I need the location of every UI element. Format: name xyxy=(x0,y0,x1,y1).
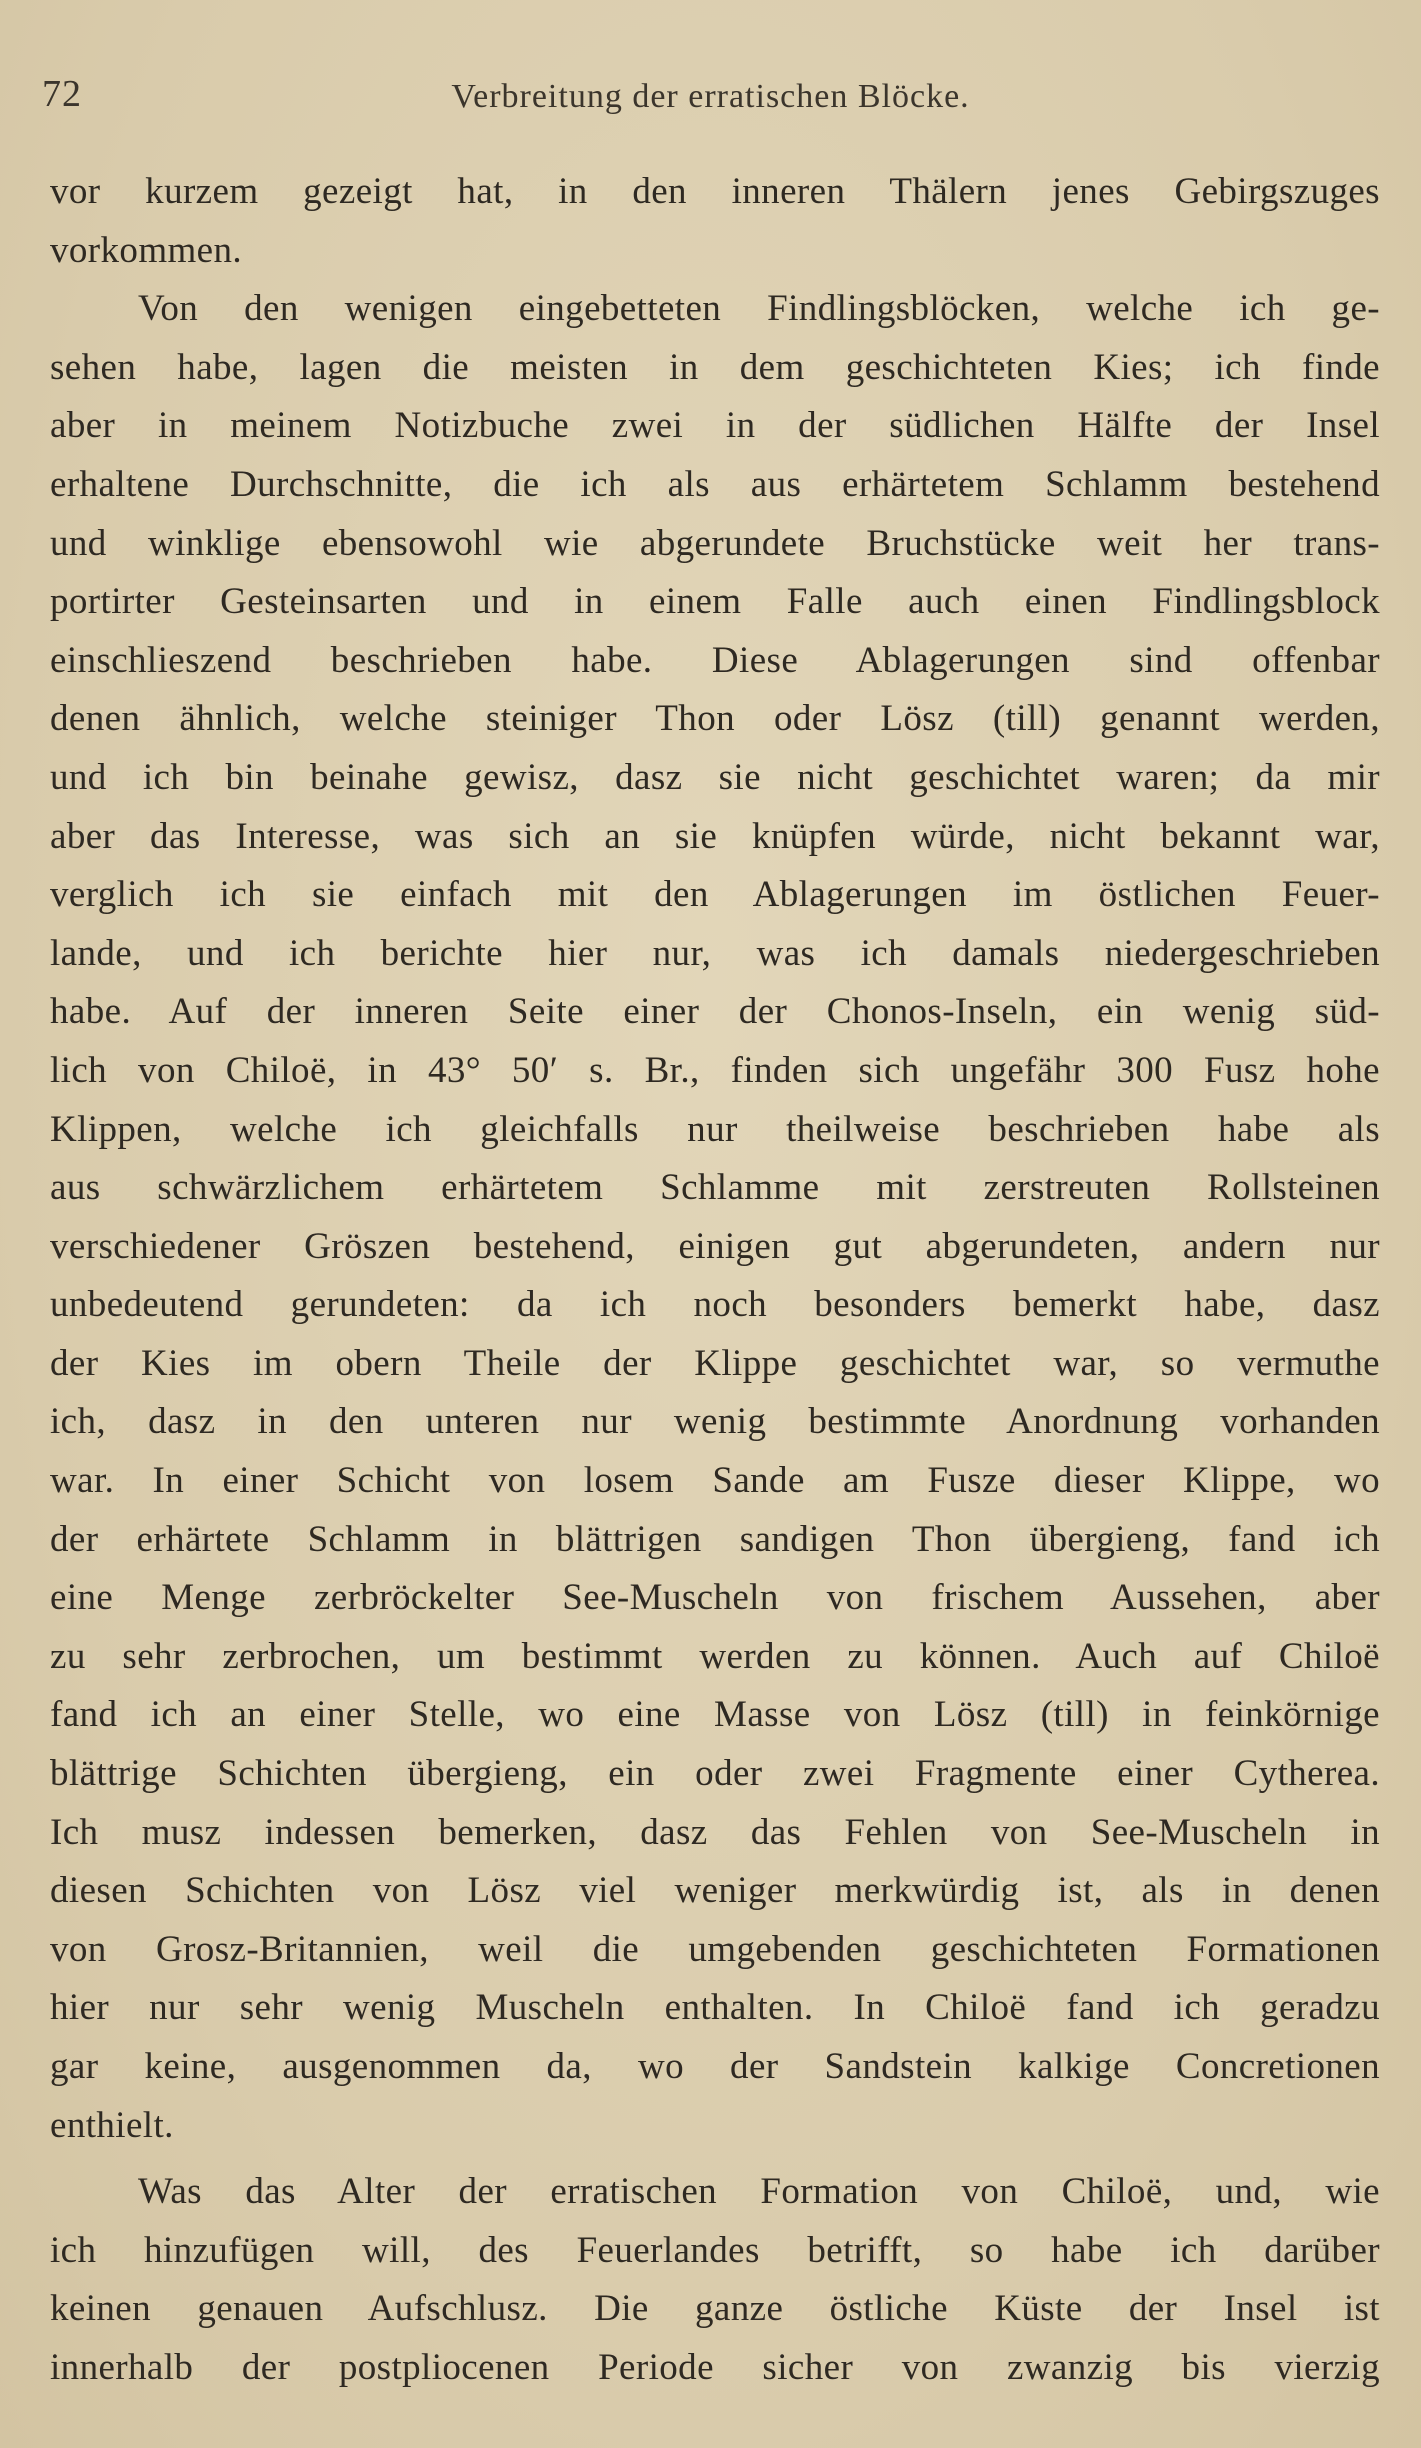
text-line: war. In einer Schicht von losem Sande am Fusze dieser Klippe, wo xyxy=(50,1460,1380,1502)
text-line: aus schwärzlichem erhärtetem Schlamme mit zerstreuten Rollsteinen xyxy=(50,1167,1380,1209)
text-line: und ich bin beinahe gewisz, dasz sie nicht geschichtet waren; da mir xyxy=(50,756,1380,798)
paragraph-gap xyxy=(50,2155,1380,2163)
paragraph xyxy=(50,280,1380,2155)
page-header xyxy=(40,72,1381,132)
text-line: hier nur sehr wenig Muscheln enthalten. In Chiloë fand ich geradzu xyxy=(50,1987,1380,2029)
text-line: lande, und ich berichte hier nur, was ich damals niedergeschrieben xyxy=(50,932,1380,974)
text-line: portirter Gesteinsarten und in einem Falle auch einen Findlingsblock xyxy=(50,581,1380,623)
text-line: erhaltene Durchschnitte, die ich als aus erhärtetem Schlamm bestehend xyxy=(50,463,1380,505)
text-line: Ich musz indessen bemerken, dasz das Fehlen von See-Muscheln in xyxy=(50,1811,1380,1853)
text-line: eine Menge zerbröckelter See-Muscheln von frischem Aussehen, aber xyxy=(50,1577,1380,1619)
text-line: Von den wenigen eingebetteten Findlingsblöcken, welche ich ge- xyxy=(138,288,1380,330)
text-line: ich hinzufügen will, des Feuerlandes betrifft, so habe ich darüber xyxy=(50,2229,1380,2271)
text-line: gar keine, ausgenommen da, wo der Sandstein kalkige Concretionen xyxy=(50,2046,1380,2087)
text-line: Was das Alter der erratischen Formation von Chiloë, und, wie xyxy=(138,2171,1380,2213)
text-line: habe. Auf der inneren Seite einer der Chonos-Inseln, ein wenig süd- xyxy=(50,991,1380,1033)
text-line: ich, dasz in den unteren nur wenig bestimmte Anordnung vorhanden xyxy=(50,1401,1380,1443)
text-line: keinen genauen Aufschlusz. Die ganze östliche Küste der Insel ist xyxy=(50,2288,1380,2330)
text-line: innerhalb der postpliocenen Periode sicher von zwanzig bis vierzig xyxy=(50,2346,1380,2388)
text-line: sehen habe, lagen die meisten in dem geschichteten Kies; ich finde xyxy=(50,346,1380,388)
text-line: lich von Chiloë, in 43° 50′ s. Br., finden sich ungefähr 300 Fusz hohe xyxy=(50,1049,1380,1091)
text-line: verglich ich sie einfach mit den Ablagerungen im östlichen Feuer- xyxy=(50,874,1380,916)
text-line: aber das Interesse, was sich an sie knüpfen würde, nicht bekannt war, xyxy=(50,815,1380,857)
page-number: 72 xyxy=(42,73,82,115)
text-line: Klippen, welche ich gleichfalls nur theilweise beschrieben habe als xyxy=(50,1108,1380,1150)
body-text xyxy=(50,163,1380,2398)
text-line: der erhärtete Schlamm in blättrigen sandigen Thon übergieng, fand ich xyxy=(50,1518,1380,1560)
text-line: vorkommen. xyxy=(50,229,243,271)
text-line: vor kurzem gezeigt hat, in den inneren Thälern jenes Gebirgszuges xyxy=(50,171,1380,212)
paragraph xyxy=(50,2163,1380,2397)
text-line: von Grosz-Britannien, weil die umgebenden geschichteten Formationen xyxy=(50,1928,1380,1970)
running-title: Verbreitung der erratischen Blöcke. xyxy=(451,78,970,115)
text-line: unbedeutend gerundeten: da ich noch besonders bemerkt habe, dasz xyxy=(50,1284,1380,1326)
text-line: verschiedener Gröszen bestehend, einigen gut abgerundeten, andern nur xyxy=(50,1225,1380,1267)
text-line: denen ähnlich, welche steiniger Thon oder Lösz (till) genannt werden, xyxy=(50,698,1380,740)
text-line: enthielt. xyxy=(50,2104,174,2146)
text-line: und winklige ebensowohl wie abgerundete Bruchstücke weit her trans- xyxy=(50,522,1380,564)
paragraph xyxy=(50,163,1380,280)
text-line: einschlieszend beschrieben habe. Diese Ablagerungen sind offenbar xyxy=(50,639,1380,681)
text-line: der Kies im obern Theile der Klippe geschichtet war, so vermuthe xyxy=(50,1342,1380,1384)
text-line: zu sehr zerbrochen, um bestimmt werden zu können. Auch auf Chiloë xyxy=(50,1635,1380,1677)
text-line: aber in meinem Notizbuche zwei in der südlichen Hälfte der Insel xyxy=(50,405,1380,447)
text-line: fand ich an einer Stelle, wo eine Masse von Lösz (till) in feinkörnige xyxy=(50,1694,1380,1736)
text-line: diesen Schichten von Lösz viel weniger merkwürdig ist, als in denen xyxy=(50,1870,1380,1912)
text-line: blättrige Schichten übergieng, ein oder zwei Fragmente einer Cytherea. xyxy=(50,1753,1380,1795)
